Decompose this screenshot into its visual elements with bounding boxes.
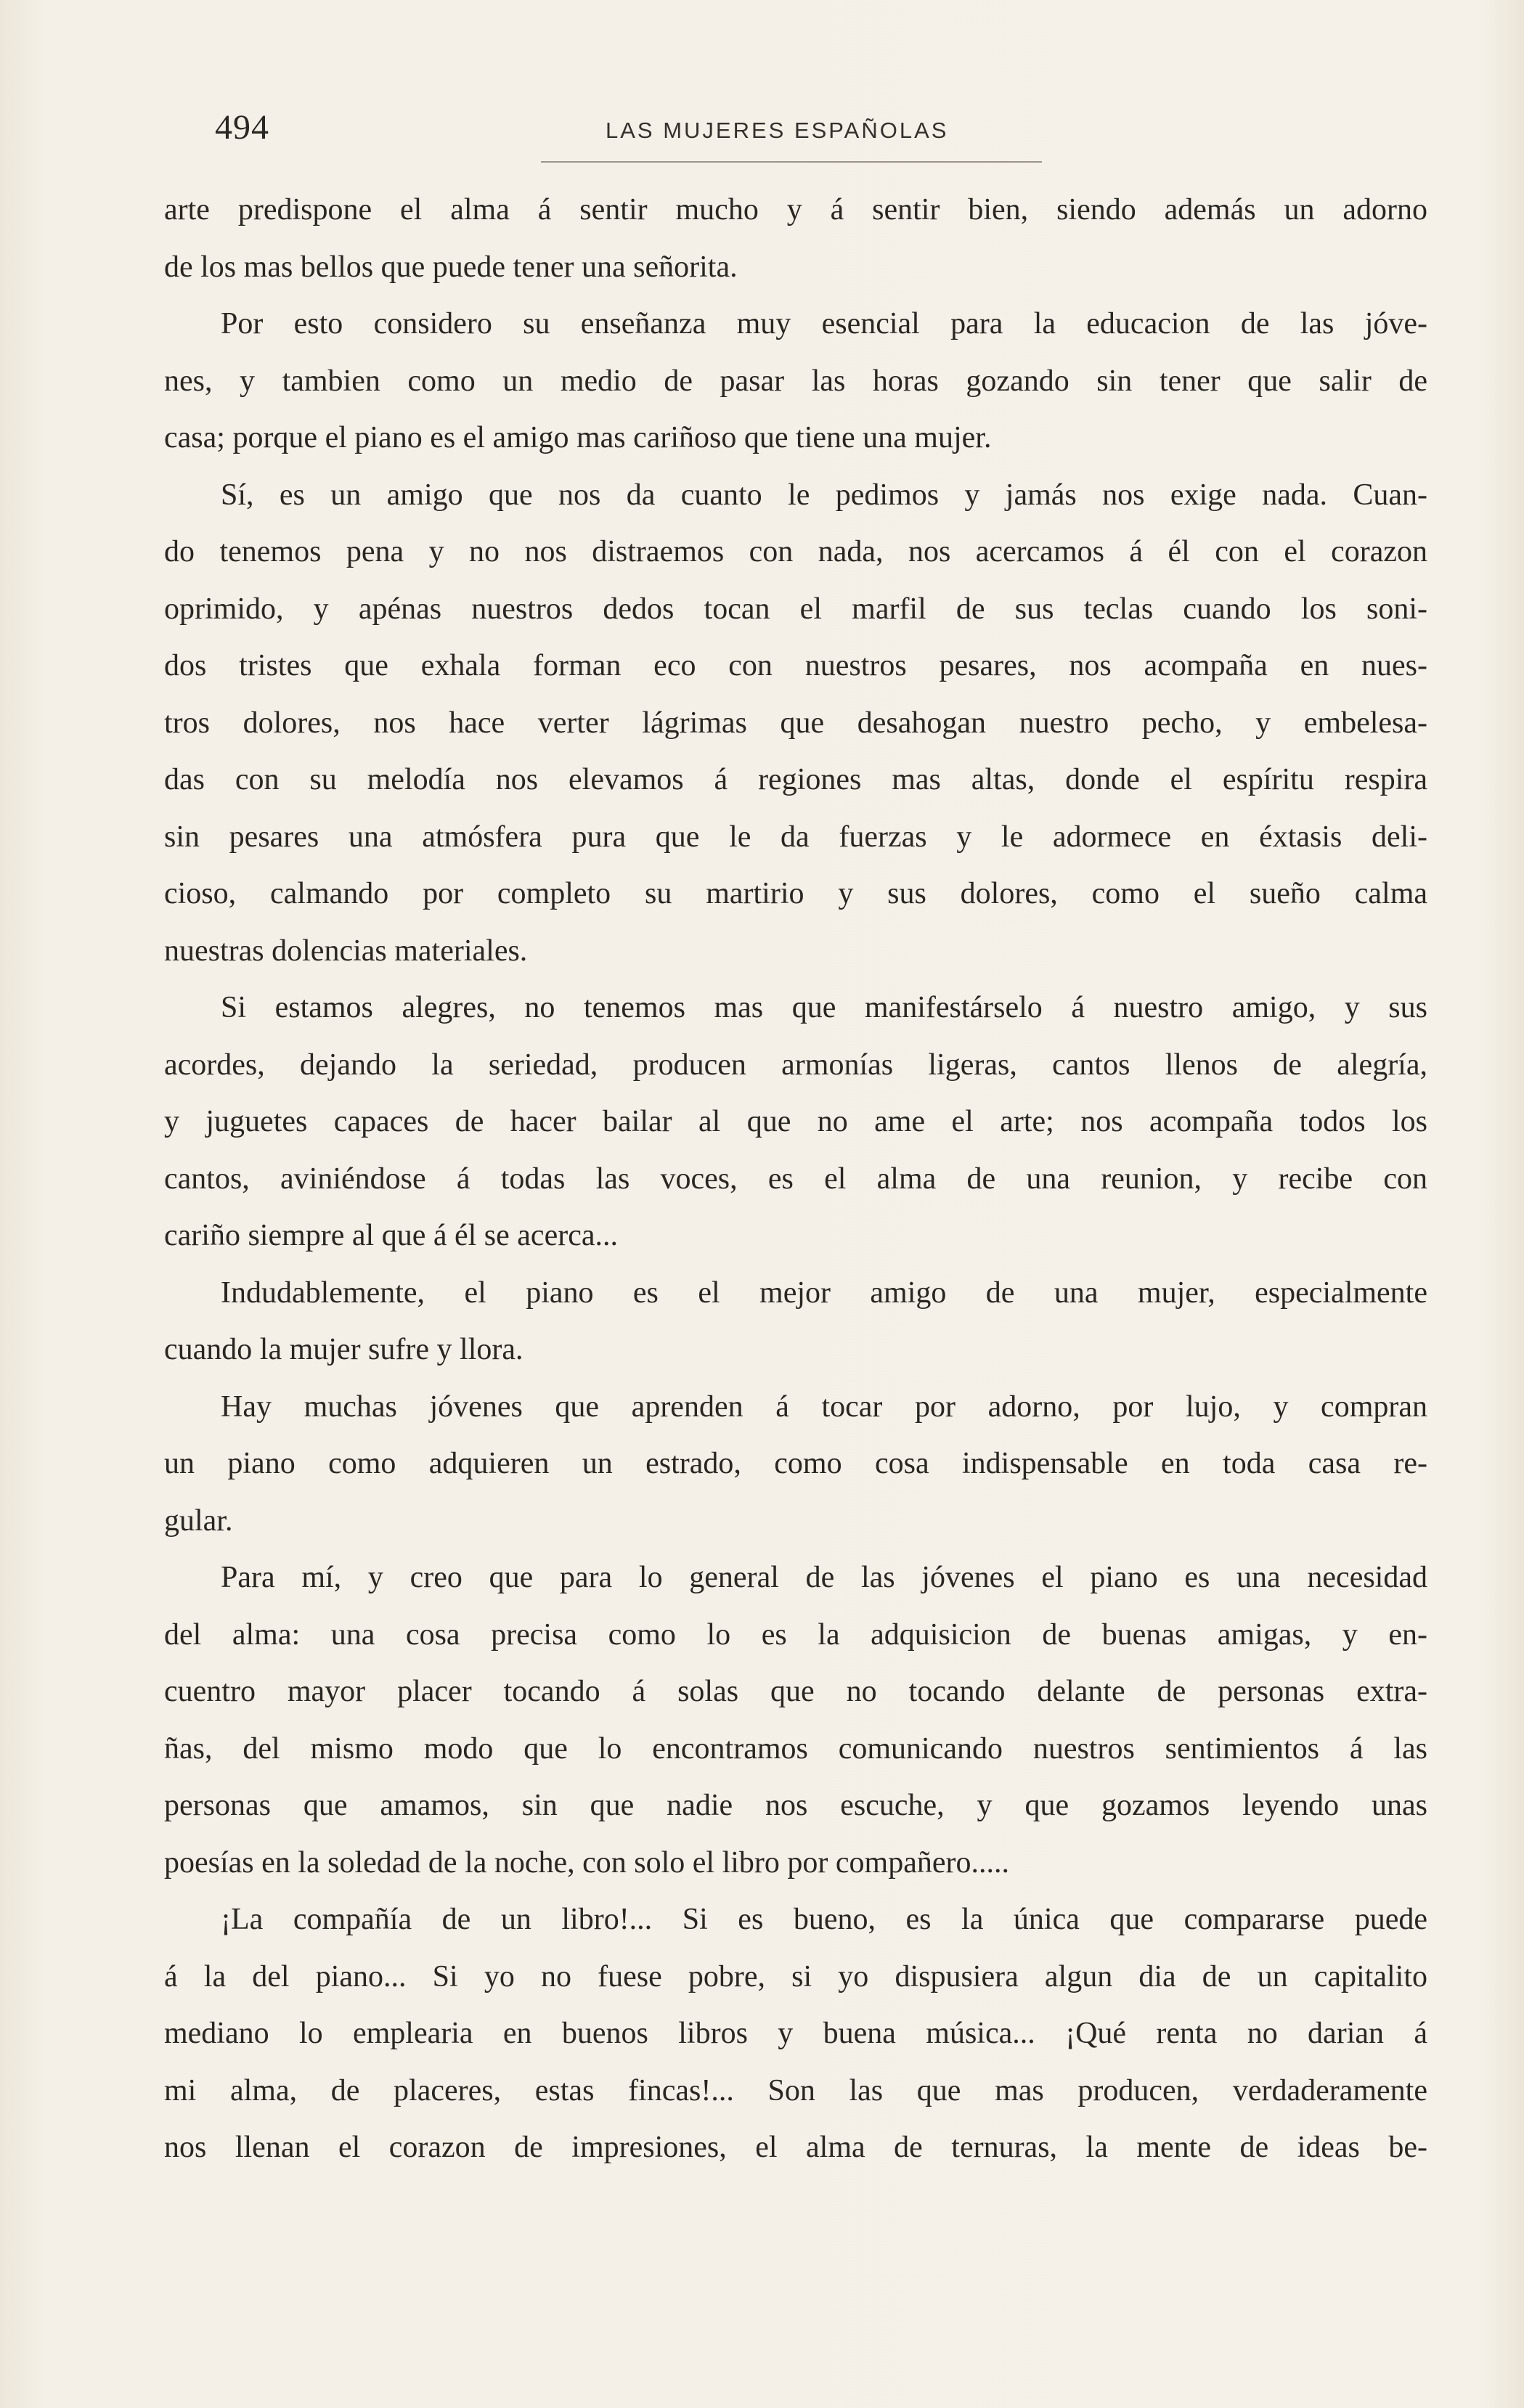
text-line: sin pesares una atmósfera pura que le da fuerzas y le adormece en éxtasis deli- xyxy=(164,820,1427,854)
text-line: de los mas bellos que puede tener una señorita. xyxy=(164,250,738,284)
text-line: arte predispone el alma á sentir mucho y á sentir bien, siendo además un adorno xyxy=(164,193,1427,226)
text-line: personas que amamos, sin que nadie nos escuche, y que gozamos leyendo unas xyxy=(164,1789,1427,1822)
header-rule xyxy=(541,161,1042,163)
text-line: Por esto considero su enseñanza muy esencial para la educacion de las jóve- xyxy=(221,307,1427,340)
body-text xyxy=(164,181,1427,2176)
text-line: Para mí, y creo que para lo general de las jóvenes el piano es una necesidad xyxy=(221,1561,1427,1594)
text-line: acordes, dejando la seriedad, producen armonías ligeras, cantos llenos de alegría, xyxy=(164,1048,1427,1082)
text-line: cariño siempre al que á él se acerca... xyxy=(164,1219,618,1252)
text-line: Si estamos alegres, no tenemos mas que manifestárselo á nuestro amigo, y sus xyxy=(221,991,1427,1024)
text-line: casa; porque el piano es el amigo mas cariñoso que tiene una mujer. xyxy=(164,421,992,454)
text-line: poesías en la soledad de la noche, con solo el libro por compañero..... xyxy=(164,1845,1009,1880)
text-line: un piano como adquieren un estrado, como cosa indispensable en toda casa re- xyxy=(164,1447,1427,1480)
text-line: del alma: una cosa precisa como lo es la adquisicion de buenas amigas, y en- xyxy=(164,1617,1427,1652)
text-line: cioso, calmando por completo su martirio y sus dolores, como el sueño calma xyxy=(164,877,1427,910)
text-line: cantos, aviniéndose á todas las voces, es el alma de una reunion, y recibe con xyxy=(164,1162,1427,1196)
text-line: Hay muchas jóvenes que aprenden á tocar por adorno, por lujo, y compran xyxy=(221,1389,1427,1424)
text-line: ¡La compañía de un libro!... Si es bueno, es la única que compararse puede xyxy=(221,1903,1427,1936)
text-line: das con su melodía nos elevamos á regiones mas altas, donde el espíritu respira xyxy=(164,763,1427,796)
text-line: do tenemos pena y no nos distraemos con nada, nos acercamos á él con el corazon xyxy=(164,535,1427,568)
page-header xyxy=(0,107,1524,166)
text-line: y juguetes capaces de hacer bailar al que no ame el arte; nos acompaña todos los xyxy=(164,1105,1427,1138)
page-number: 494 xyxy=(215,108,269,147)
text-line: mi alma, de placeres, estas fincas!... Son las que mas producen, verdaderamente xyxy=(164,2073,1427,2107)
text-line: cuando la mujer sufre y llora. xyxy=(164,1333,523,1366)
text-line: dos tristes que exhala forman eco con nuestros pesares, nos acompaña en nues- xyxy=(164,649,1427,682)
text-line: tros dolores, nos hace verter lágrimas que desahogan nuestro pecho, y embelesa- xyxy=(164,706,1427,740)
text-line: nos llenan el corazon de impresiones, el alma de ternuras, la mente de ideas be- xyxy=(164,2131,1427,2164)
text-line: gular. xyxy=(164,1503,233,1538)
text-line: ñas, del mismo modo que lo encontramos comunicando nuestros sentimientos á las xyxy=(164,1731,1427,1766)
text-line: mediano lo emplearia en buenos libros y buena música... ¡Qué renta no darian á xyxy=(164,2017,1427,2050)
running-title: LAS MUJERES ESPAÑOLAS xyxy=(606,118,949,143)
text-line: cuentro mayor placer tocando á solas que no tocando delante de personas extra- xyxy=(164,1675,1427,1708)
text-line: nes, y tambien como un medio de pasar las horas gozando sin tener que salir de xyxy=(164,364,1427,398)
text-line: Indudablemente, el piano es el mejor amigo de una mujer, especialmente xyxy=(221,1276,1427,1310)
text-line: Sí, es un amigo que nos da cuanto le pedimos y jamás nos exige nada. Cuan- xyxy=(221,478,1427,512)
text-line: á la del piano... Si yo no fuese pobre, si yo dispusiera algun dia de un capitalito xyxy=(164,1959,1427,1993)
text-line: oprimido, y apénas nuestros dedos tocan el marfil de sus teclas cuando los soni- xyxy=(164,592,1427,626)
text-line: nuestras dolencias materiales. xyxy=(164,934,528,968)
